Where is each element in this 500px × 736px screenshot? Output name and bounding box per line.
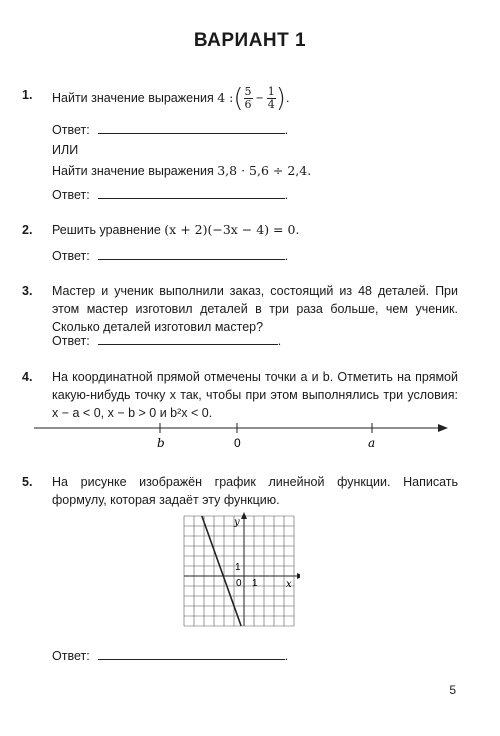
right-paren: ) xyxy=(275,83,286,114)
answer-line[interactable] xyxy=(98,122,285,134)
question-3-text: Мастер и ученик выполнили заказ, состоящий из 48 деталей. При этом мастер изготовил деталей в три раза больше, чем ученик. Сколько деталей изготовил мастер? xyxy=(52,284,458,334)
answer-row-5: Ответ: . xyxy=(52,649,289,663)
x-axis-label: x xyxy=(286,579,292,590)
q2-expr: (x + 2)(−3x − 4) = 0. xyxy=(164,222,300,237)
label-b: b xyxy=(157,436,165,450)
question-4-number: 4. xyxy=(22,370,33,384)
question-5-number: 5. xyxy=(22,475,33,489)
q2-prompt: Решить уравнение xyxy=(52,223,161,237)
answer-line[interactable] xyxy=(98,248,285,260)
q1b-prompt: Найти значение выражения xyxy=(52,164,214,178)
x-tick-label-1: 1 xyxy=(252,578,258,589)
q1-prompt: Найти значение выражения xyxy=(52,91,214,105)
question-3-number: 3. xyxy=(22,284,33,298)
answer-row-3: Ответ: . xyxy=(52,334,282,348)
answer-row-1a: Ответ: . xyxy=(52,123,289,137)
q1-expr-end: . xyxy=(285,91,290,105)
linear-function-graph xyxy=(180,512,300,642)
fraction-1-4: $\frac{1}{4}$ xyxy=(267,85,275,112)
answer-label: Ответ: xyxy=(52,334,90,348)
answer-label: Ответ: xyxy=(52,188,90,202)
page-number: 5 xyxy=(449,683,456,697)
answer-label: Ответ: xyxy=(52,649,90,663)
answer-row-2: Ответ: . xyxy=(52,249,289,263)
question-2-number: 2. xyxy=(22,223,33,237)
q1-expr-prefix: 4 : xyxy=(217,90,234,105)
label-a: a xyxy=(368,436,376,450)
question-5-text: На рисунке изображён график линейной функции. Написать формулу, которая задаёт эту функцию. xyxy=(52,475,458,507)
answer-line[interactable] xyxy=(98,333,278,345)
answer-line[interactable] xyxy=(98,187,285,199)
question-2-text xyxy=(52,221,299,239)
answer-row-1b: Ответ: . xyxy=(52,188,289,202)
page-title: ВАРИАНТ 1 xyxy=(193,30,307,51)
answer-line[interactable] xyxy=(98,648,285,660)
coordinate-line xyxy=(30,418,460,452)
x-axis-arrow-icon xyxy=(297,573,300,579)
minus-sign: − xyxy=(256,91,264,105)
arrow-right-icon xyxy=(438,424,448,432)
q1b-expr: 3,8 · 5,6 ÷ 2,4. xyxy=(217,163,312,178)
y-axis-arrow-icon xyxy=(241,512,247,519)
y-axis-label: y xyxy=(234,517,240,528)
origin-label: 0 xyxy=(236,578,242,589)
or-text: ИЛИ xyxy=(52,143,79,157)
answer-label: Ответ: xyxy=(52,249,90,263)
label-0: 0 xyxy=(234,436,241,450)
question-4-text: На координатной прямой отмечены точки a и b. Отметить на прямой какую-нибудь точку x так, чтобы при этом выполнялись три условия: x − a < 0, x − b > 0 и b²x < 0. xyxy=(52,370,458,420)
question-1-number: 1. xyxy=(22,88,33,102)
question-1-text xyxy=(52,83,290,114)
fraction-5-6: $\frac{5}{6}$ xyxy=(244,85,252,112)
question-1b-text xyxy=(52,162,311,180)
left-paren: ( xyxy=(233,83,244,114)
y-tick-label-1: 1 xyxy=(235,562,241,573)
answer-label: Ответ: xyxy=(52,123,90,137)
